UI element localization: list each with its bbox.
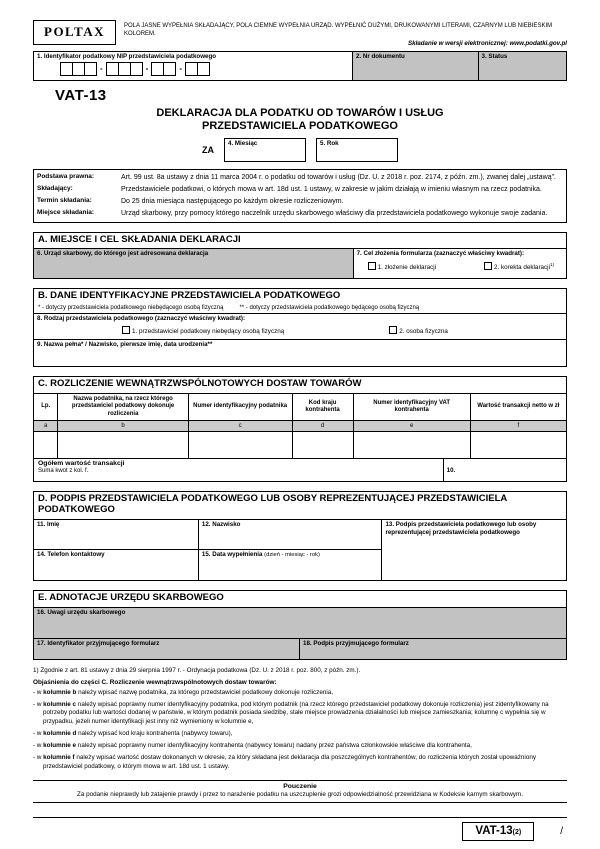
pouczenie-block <box>33 780 567 803</box>
section-b-note <box>34 305 566 313</box>
field-5-year[interactable] <box>316 138 398 162</box>
total-label-sub: Suma kwot z kol. f. <box>38 468 89 475</box>
field-13-signature[interactable] <box>382 520 566 580</box>
explanation-item-d <box>33 730 567 739</box>
option-label: 1. przedstawiciel podatkowy niebędący osobą fizyczną <box>132 328 285 336</box>
field-3-label: 3. Status <box>481 52 508 60</box>
bullet-bold: kolumnie b <box>43 688 77 696</box>
bullet-text: należy wpisać poprawny numer identyfikacyjny podatnika, pod którym podatnik (na rzecz którego przedstawiciel podatkowy dokonuje rozliczenia) jest zidentyfikowany na potrzeby podatku lub wartości dodanej w państwie, w którym podatnik posiada siedzibę, stałe miejsce prowadzenia działalności lub miejsce zamieszkania; kolumnę c wypełnia się w przypadku, jeżeli numer identyfikacji jest inny niż wymieniony w kolumnie e, <box>43 700 549 726</box>
masthead-right <box>124 20 567 47</box>
footer-form-code-text: VAT-13 <box>475 825 513 837</box>
checkbox-icon[interactable] <box>389 326 397 334</box>
bullet-text: należy wpisać nazwę podatnika, za którego przedstawiciel podatkowy dokonuje rozliczenia, <box>76 688 333 696</box>
field-9-full-name[interactable] <box>34 339 566 366</box>
section-d <box>33 491 567 581</box>
field-18-receiver-signature <box>300 639 566 659</box>
section-b-title: B. DANE IDENTYFIKACYJNE PRZEDSTAWICIELA PODATKOWEGO <box>38 290 341 302</box>
checkbox-icon[interactable] <box>368 262 376 270</box>
option-korekta-deklaracji[interactable] <box>484 262 554 271</box>
form-code-row <box>33 87 567 105</box>
section-b <box>33 288 567 367</box>
field-13-label: 13. Podpis przedstawiciela podatkowego lub osoby reprezentującej przedstawiciela podatkowego <box>385 520 537 536</box>
form-title-line2: PRZEDSTAWICIELA PODATKOWEGO <box>202 119 398 132</box>
column-letter: d <box>292 421 353 432</box>
field-16-office-remarks <box>34 607 566 638</box>
legal-row <box>34 183 566 195</box>
bullet-prefix: - w <box>33 753 44 761</box>
vat13-form-page <box>33 20 567 803</box>
form-title-line1: DEKLARACJA DLA PODATKU OD TOWARÓW I USŁUG <box>156 106 444 119</box>
field-6-label: 6. Urząd skarbowy, do którego jest adresowana deklaracja <box>37 250 209 258</box>
legal-row-label: Składający: <box>37 185 73 193</box>
legal-row-text: Urząd skarbowy, przy pomocy którego naczelnik urzędu skarbowego właściwy dla przedstawiciela podatkowego wykonuje swoje zadania. <box>121 209 548 217</box>
col-header-vat-id: Numer identyfikacyjny VAT kontrahenta <box>353 394 470 421</box>
legal-row-label: Termin składania: <box>37 197 92 205</box>
bullet-bold: kolumnie e <box>43 741 77 749</box>
nip-dash: - <box>100 64 103 74</box>
input-cell-a[interactable] <box>34 432 58 459</box>
field-6-tax-office <box>34 249 353 278</box>
section-d-title: D. PODPIS PRZEDSTAWICIELA PODATKOWEGO LUB OSOBY REPREZENTUJĄCEJ PRZEDSTAWICIELA PODATKOWEGO <box>38 493 507 515</box>
table-row <box>34 432 566 459</box>
nip-digit-box[interactable] <box>84 62 97 76</box>
section-c <box>33 376 567 482</box>
bullet-prefix: - w <box>33 730 44 738</box>
section-a-content <box>34 248 566 278</box>
field-18-label: 18. Podpis przyjmującego formularz <box>303 639 409 647</box>
field-15-hint: (dzień - miesiąc - rok) <box>264 551 320 558</box>
column-letter: f <box>470 421 566 432</box>
field-14-label: 14. Telefon kontaktowy <box>37 550 105 558</box>
period-row <box>33 138 567 162</box>
legal-row <box>34 171 566 183</box>
legal-row-text: Przedstawiciele podatkowi, o których mowa w art. 18d ust. 1 ustawy, w zakresie w jakim działają w imieniu własnym na rzecz podatnika. <box>121 185 542 193</box>
field-11-label: 11. Imię <box>37 520 60 528</box>
total-label-main: Ogółem wartość transakcji <box>38 460 125 468</box>
input-cell-d[interactable] <box>292 432 353 459</box>
table-header-row <box>34 394 566 421</box>
column-letter: b <box>58 421 188 432</box>
total-row <box>34 459 566 481</box>
legal-row-label: Miejsce składania: <box>37 209 95 217</box>
bullet-prefix: - w <box>33 741 44 749</box>
section-a-title: A. MIEJSCE I CEL SKŁADANIA DEKLARACJI <box>38 233 241 245</box>
pouczenie-title: Pouczenie <box>283 783 317 791</box>
footer-form-code <box>462 822 534 841</box>
col-header-lp: Lp. <box>34 394 58 421</box>
legal-info-block <box>33 169 567 222</box>
footer-line <box>33 822 567 841</box>
field-7-purpose <box>353 249 566 278</box>
field-4-label: 4. Miesiąc <box>228 140 258 148</box>
column-letter: c <box>188 421 292 432</box>
field-17-receiver-id <box>34 639 300 659</box>
option-label: 2. korekta deklaracji <box>493 264 550 272</box>
id-row <box>33 51 567 81</box>
section-c-title: C. ROZLICZENIE WEWNĄTRZWSPÓLNOTOWYCH DOSTAW TOWARÓW <box>38 378 362 390</box>
form-title <box>33 107 567 133</box>
column-letter: a <box>34 421 58 432</box>
input-cell-f[interactable] <box>470 432 566 459</box>
option-label: 2. osoba fizyczna <box>399 328 448 336</box>
option-niebedacy-osoba-fizyczna[interactable] <box>122 326 284 335</box>
field-2-label: 2. Nr dokumentu <box>356 52 405 60</box>
explanation-item-e <box>33 742 567 751</box>
footer-form-version: (2) <box>512 829 522 836</box>
explanation-item-f <box>33 754 567 772</box>
option-label: 1. złożenie deklaracji <box>377 264 437 272</box>
legal-row-text: Do 25 dnia miesiąca następującego po każdym okresie rozliczeniowym. <box>121 197 344 205</box>
bullet-text: należy wpisać poprawny numer identyfikacyjny kontrahenta (nabywcy towaru) nadany przez państwa członkowskie właściwe dla kontrahenta, <box>76 741 472 749</box>
option-zlozenie-deklaracji[interactable] <box>368 262 436 271</box>
field-12-label: 12. Nazwisko <box>201 520 241 528</box>
pouczenie-text: Za podanie nieprawdy lub zatajenie prawdy i przez to narażenie podatku na uszczuplenie grozi odpowiedzialność przewidziana w Kodeksie karnym skarbowym. <box>77 791 523 799</box>
nip-input[interactable] <box>60 62 352 76</box>
field-12-last-name[interactable] <box>199 520 383 550</box>
field-7-options <box>354 258 566 274</box>
checkbox-icon[interactable] <box>122 326 130 334</box>
bullet-prefix: - w <box>33 700 44 708</box>
legal-row <box>34 195 566 207</box>
masthead <box>33 20 567 47</box>
poltax-logo: POLTAX <box>33 20 116 45</box>
bullet-prefix: - w <box>33 688 44 696</box>
nip-digit-box[interactable] <box>197 62 210 76</box>
input-cell-c[interactable] <box>188 432 292 459</box>
settlement-table <box>34 393 566 459</box>
field-16-label: 16. Uwagi urzędu skarbowego <box>37 608 126 616</box>
column-letter-row <box>34 421 566 432</box>
bullet-bold: kolumnie f <box>43 753 75 761</box>
input-cell-b[interactable] <box>58 432 188 459</box>
fill-instructions: POLA JASNE WYPEŁNIA SKŁADAJĄCY, POLA CIEMNE WYPEŁNIA URZĄD. WYPEŁNIĆ DUŻYMI, DRUKOWANYMI LITERAMI, CZARNYM LUB NIEBIESKIM KOLOREM. <box>124 23 553 38</box>
col-header-taxpayer-id: Numer identyfikacyjny podatnika <box>188 394 292 421</box>
efiling-note: Składanie w wersji elektronicznej: www.podatki.gov.pl <box>408 39 567 47</box>
field-7-label: 7. Cel złożenia formularza (zaznaczyć właściwy kwadrat): <box>356 250 525 258</box>
section-a <box>33 232 567 280</box>
field-10-total-value[interactable] <box>444 459 566 481</box>
explanation-item-c <box>33 701 567 727</box>
field-5-label: 5. Rok <box>320 140 339 148</box>
section-e-title: E. ADNOTACJE URZĘDU SKARBOWEGO <box>38 591 224 603</box>
form-code: VAT-13 <box>55 86 107 104</box>
total-label <box>34 459 444 481</box>
section-e-row <box>34 638 566 659</box>
col-header-taxpayer-name: Nazwa podatnika, na rzecz którego przedstawiciel podatkowy dokonuje rozliczenia <box>58 394 188 421</box>
field-15-fill-date[interactable] <box>199 550 383 580</box>
field-4-month[interactable] <box>224 138 306 162</box>
column-letter: e <box>353 421 470 432</box>
bullet-text: należy wpisać kod kraju kontrahenta (nabywcy towaru), <box>76 730 233 738</box>
bullet-bold: kolumnie c <box>43 700 77 708</box>
field-1-label: 1. Identyfikator podatkowy NIP przedstawiciela podatkowego <box>37 52 217 60</box>
field-15-label: 15. Data wypełnienia (dzień - miesiąc - rok) <box>201 550 320 558</box>
col-header-country-code: Kod kraju kontrahenta <box>292 394 353 421</box>
bullet-bold: kolumnie d <box>43 730 77 738</box>
field-17-label: 17. Identyfikator przyjmującego formularz <box>37 639 160 647</box>
field-3-status <box>478 52 566 80</box>
footnote-1: 1) Zgodnie z art. 81 ustawy z dnia 29 sierpnia 1997 r. - Ordynacja podatkowa (Dz. U. z 2018 r. poz. 800, z późn. zm.). <box>33 666 361 674</box>
field-2-document-number <box>352 52 478 80</box>
page-footer <box>33 817 567 841</box>
input-cell-e[interactable] <box>353 432 470 459</box>
option-osoba-fizyczna[interactable] <box>389 326 448 335</box>
field-8-representative-type <box>34 313 566 339</box>
field-8-label: 8. Rodzaj przedstawiciela podatkowego (zaznaczyć właściwy kwadrat): <box>37 315 246 323</box>
field-8-options <box>34 323 566 335</box>
note-one-asterisk: * - dotyczy przedstawiciela podatkowego niebędącego osobą fizyczną <box>38 305 224 312</box>
field-9-label: 9. Nazwa pełna* / Nazwisko, pierwsze imię, data urodzenia** <box>37 341 213 349</box>
nip-dash: - <box>179 64 183 74</box>
section-e <box>33 590 567 660</box>
field-14-contact-phone[interactable] <box>34 550 199 580</box>
explanations-title: Objaśnienia do części C. Rozliczenie wewnątrzwspólnotowych dostaw towarów: <box>33 678 277 686</box>
nip-digit-box[interactable] <box>130 62 143 76</box>
col-header-net-value: Wartość transakcji netto w zł <box>470 394 566 421</box>
legal-row-text: Art. 99 ust. 8a ustawy z dnia 11 marca 2004 r. o podatku od towarów i usług (Dz. U. z 2018 r. poz. 2174, z późn. zm.), zwanej dalej „ustawą”. <box>121 173 556 181</box>
legal-row <box>34 207 566 219</box>
page-number-separator: / <box>560 826 563 837</box>
explanation-item-b <box>33 689 567 698</box>
legal-row-label: Podstawa prawna: <box>37 173 95 181</box>
field-10-label: 10. <box>446 467 456 475</box>
field-1-nip <box>34 52 352 80</box>
field-11-first-name[interactable] <box>34 520 199 550</box>
footnote-ref: 1) <box>549 262 554 268</box>
za-label: ZA <box>202 145 214 156</box>
nip-digit-box[interactable] <box>163 62 176 76</box>
note-two-asterisks: ** - dotyczy przedstawiciela podatkowego będącego osobą fizyczną <box>239 305 420 312</box>
checkbox-icon[interactable] <box>484 262 492 270</box>
footer-rule <box>33 817 567 818</box>
nip-dash: - <box>145 64 149 74</box>
bullet-text: należy wpisać wartość dostaw dokonanych w okresie, za który składana jest deklaracja dla poszczególnych kontrahentów, do rozliczenia których został upoważniony przedstawiciel podatkowy, o którym mowa w art. 18d ust. 1 ustawy. <box>43 753 536 770</box>
section-d-grid <box>34 519 566 580</box>
